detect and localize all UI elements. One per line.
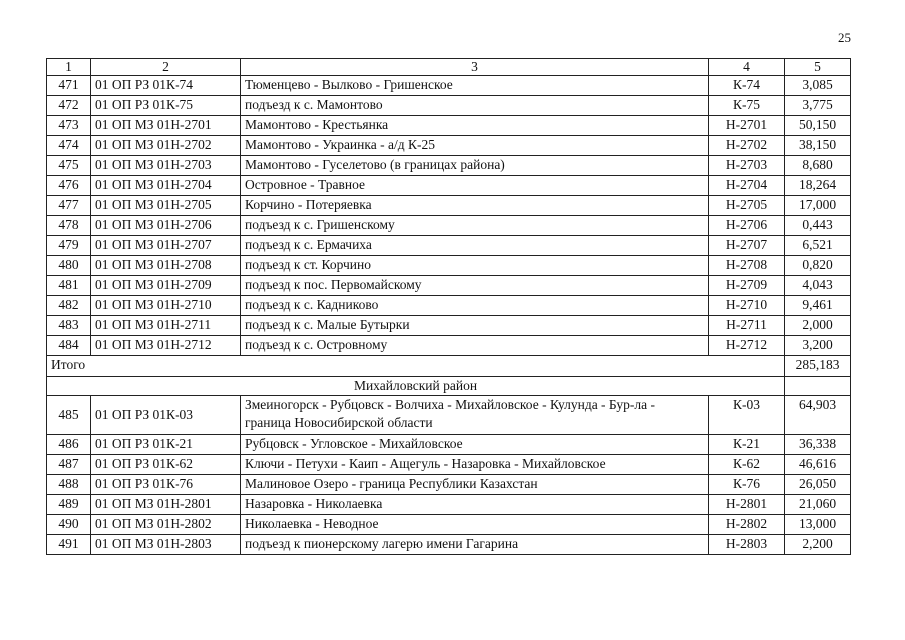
road-index: Н-2706 — [709, 216, 785, 236]
road-name: Змеиногорск - Рубцовск - Волчиха - Михайловское - Кулунда - Бур-ла - граница Новосибирской области — [241, 396, 709, 435]
road-code: 01 ОП МЗ 01Н-2706 — [91, 216, 241, 236]
road-name: Мамонтово - Гуселетово (в границах района) — [241, 156, 709, 176]
row-number: 483 — [47, 316, 91, 336]
road-index: Н-2711 — [709, 316, 785, 336]
road-length: 0,443 — [785, 216, 851, 236]
road-length: 21,060 — [785, 495, 851, 515]
row-number: 471 — [47, 76, 91, 96]
road-length: 0,820 — [785, 256, 851, 276]
road-code: 01 ОП МЗ 01Н-2710 — [91, 296, 241, 316]
road-index: К-21 — [709, 435, 785, 455]
road-name: Рубцовск - Угловское - Михайловское — [241, 435, 709, 455]
table-row — [47, 276, 851, 296]
row-number: 476 — [47, 176, 91, 196]
page-number: 25 — [838, 30, 851, 45]
road-code: 01 ОП МЗ 01Н-2701 — [91, 116, 241, 136]
road-length: 18,264 — [785, 176, 851, 196]
row-number: 475 — [47, 156, 91, 176]
table-row — [47, 535, 851, 555]
header-row — [47, 59, 851, 76]
road-name: подъезд к пионерскому лагерю имени Гагарина — [241, 535, 709, 555]
road-index: Н-2802 — [709, 515, 785, 535]
row-number: 485 — [47, 396, 91, 435]
column-header-3: 3 — [241, 59, 709, 76]
road-name: Назаровка - Николаевка — [241, 495, 709, 515]
road-name: подъезд к с. Ермачиха — [241, 236, 709, 256]
road-code: 01 ОП МЗ 01Н-2707 — [91, 236, 241, 256]
road-name: подъезд к с. Гришенскому — [241, 216, 709, 236]
table-row — [47, 156, 851, 176]
road-length: 6,521 — [785, 236, 851, 256]
road-index: К-03 — [709, 396, 785, 435]
road-index: Н-2703 — [709, 156, 785, 176]
road-length: 9,461 — [785, 296, 851, 316]
road-code: 01 ОП МЗ 01Н-2803 — [91, 535, 241, 555]
road-index: Н-2707 — [709, 236, 785, 256]
road-name: подъезд к с. Кадниково — [241, 296, 709, 316]
row-number: 478 — [47, 216, 91, 236]
road-index: Н-2709 — [709, 276, 785, 296]
roads-table — [46, 58, 851, 555]
row-number: 487 — [47, 455, 91, 475]
road-length: 50,150 — [785, 116, 851, 136]
road-index: Н-2708 — [709, 256, 785, 276]
road-index: К-62 — [709, 455, 785, 475]
table-row — [47, 396, 851, 435]
column-header-1: 1 — [47, 59, 91, 76]
road-index: К-76 — [709, 475, 785, 495]
road-code: 01 ОП МЗ 01Н-2702 — [91, 136, 241, 156]
road-code: 01 ОП МЗ 01Н-2711 — [91, 316, 241, 336]
road-index: Н-2705 — [709, 196, 785, 216]
road-length: 4,043 — [785, 276, 851, 296]
road-index: Н-2701 — [709, 116, 785, 136]
road-name: Ключи - Петухи - Каип - Ащегуль - Назаровка - Михайловское — [241, 455, 709, 475]
table-row — [47, 256, 851, 276]
road-length: 3,200 — [785, 336, 851, 356]
row-number: 490 — [47, 515, 91, 535]
table-row — [47, 475, 851, 495]
table-row — [47, 96, 851, 116]
row-number: 480 — [47, 256, 91, 276]
row-number: 491 — [47, 535, 91, 555]
table-row — [47, 495, 851, 515]
road-name: Мамонтово - Украинка - а/д К-25 — [241, 136, 709, 156]
table-row — [47, 296, 851, 316]
table-row — [47, 136, 851, 156]
road-index: К-75 — [709, 96, 785, 116]
row-number: 486 — [47, 435, 91, 455]
road-code: 01 ОП РЗ 01К-62 — [91, 455, 241, 475]
road-code: 01 ОП РЗ 01К-76 — [91, 475, 241, 495]
road-code: 01 ОП МЗ 01Н-2802 — [91, 515, 241, 535]
road-length: 46,616 — [785, 455, 851, 475]
road-length: 38,150 — [785, 136, 851, 156]
road-length: 3,775 — [785, 96, 851, 116]
table-row — [47, 196, 851, 216]
road-name: подъезд к с. Мамонтово — [241, 96, 709, 116]
column-header-2: 2 — [91, 59, 241, 76]
road-length: 8,680 — [785, 156, 851, 176]
road-code: 01 ОП РЗ 01К-21 — [91, 435, 241, 455]
road-code: 01 ОП МЗ 01Н-2708 — [91, 256, 241, 276]
row-number: 473 — [47, 116, 91, 136]
row-number: 488 — [47, 475, 91, 495]
road-index: Н-2803 — [709, 535, 785, 555]
row-number: 481 — [47, 276, 91, 296]
table-row — [47, 176, 851, 196]
column-header-4: 4 — [709, 59, 785, 76]
table-row — [47, 236, 851, 256]
road-length: 26,050 — [785, 475, 851, 495]
road-length: 2,200 — [785, 535, 851, 555]
road-index: Н-2801 — [709, 495, 785, 515]
row-number: 474 — [47, 136, 91, 156]
road-code: 01 ОП РЗ 01К-74 — [91, 76, 241, 96]
table-row — [47, 316, 851, 336]
road-name: подъезд к пос. Первомайскому — [241, 276, 709, 296]
district-row — [47, 377, 851, 396]
road-code: 01 ОП МЗ 01Н-2709 — [91, 276, 241, 296]
row-number: 484 — [47, 336, 91, 356]
row-number: 489 — [47, 495, 91, 515]
table-row — [47, 455, 851, 475]
road-name: подъезд к ст. Корчино — [241, 256, 709, 276]
table-row — [47, 336, 851, 356]
table-row — [47, 76, 851, 96]
road-index: Н-2704 — [709, 176, 785, 196]
road-length: 3,085 — [785, 76, 851, 96]
road-name: Мамонтово - Крестьянка — [241, 116, 709, 136]
table-row — [47, 435, 851, 455]
road-index: Н-2702 — [709, 136, 785, 156]
table-row — [47, 116, 851, 136]
road-code: 01 ОП МЗ 01Н-2704 — [91, 176, 241, 196]
column-header-5: 5 — [785, 59, 851, 76]
road-code: 01 ОП РЗ 01К-75 — [91, 96, 241, 116]
road-index: Н-2710 — [709, 296, 785, 316]
road-code: 01 ОП МЗ 01Н-2801 — [91, 495, 241, 515]
road-code: 01 ОП МЗ 01Н-2705 — [91, 196, 241, 216]
road-name: Малиновое Озеро - граница Республики Казахстан — [241, 475, 709, 495]
road-length: 13,000 — [785, 515, 851, 535]
total-value: 285,183 — [785, 356, 851, 377]
table-row — [47, 216, 851, 236]
road-index: Н-2712 — [709, 336, 785, 356]
district-heading: Михайловский район — [47, 377, 785, 396]
road-code: 01 ОП МЗ 01Н-2703 — [91, 156, 241, 176]
row-number: 479 — [47, 236, 91, 256]
road-code: 01 ОП МЗ 01Н-2712 — [91, 336, 241, 356]
road-length: 36,338 — [785, 435, 851, 455]
row-number: 472 — [47, 96, 91, 116]
row-number: 482 — [47, 296, 91, 316]
total-row — [47, 356, 851, 377]
road-name: Островное - Травное — [241, 176, 709, 196]
table-row — [47, 515, 851, 535]
road-length: 64,903 — [785, 396, 851, 435]
road-name: Николаевка - Неводное — [241, 515, 709, 535]
total-label: Итого — [47, 356, 785, 377]
road-name: подъезд к с. Малые Бутырки — [241, 316, 709, 336]
road-length: 17,000 — [785, 196, 851, 216]
district-empty-cell — [785, 377, 851, 396]
road-name: Тюменцево - Вылково - Гришенское — [241, 76, 709, 96]
road-code: 01 ОП РЗ 01К-03 — [91, 396, 241, 435]
row-number: 477 — [47, 196, 91, 216]
road-index: К-74 — [709, 76, 785, 96]
road-length: 2,000 — [785, 316, 851, 336]
road-name: Корчино - Потеряевка — [241, 196, 709, 216]
road-name: подъезд к с. Островному — [241, 336, 709, 356]
